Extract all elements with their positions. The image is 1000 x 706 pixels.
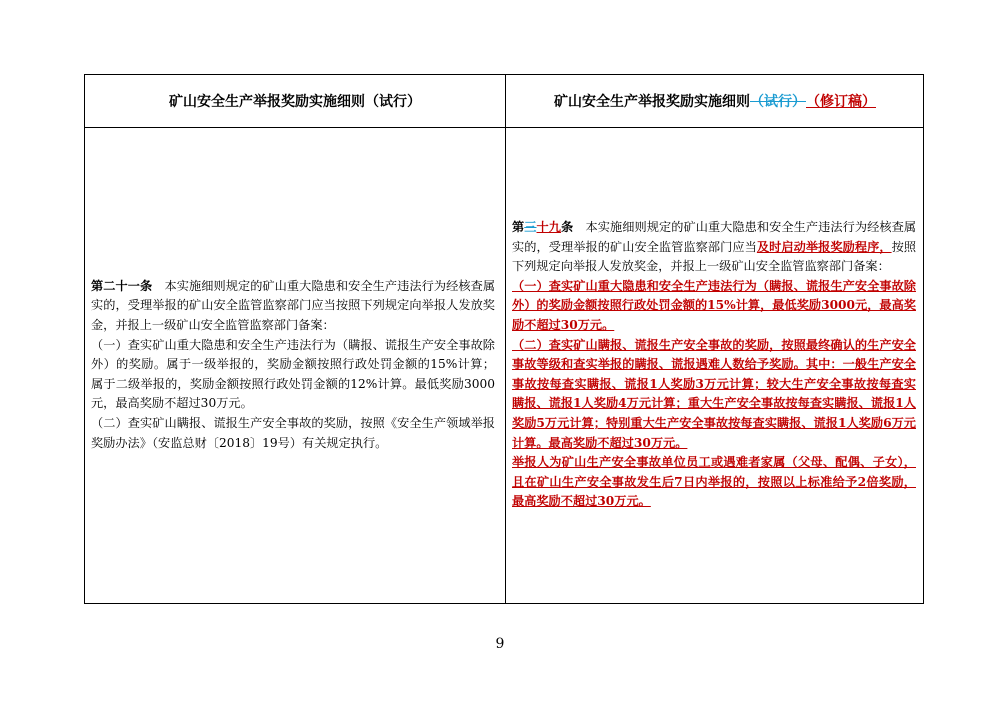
right-article-suffix: 条 (561, 220, 574, 235)
right-intro-part1: 本实施细则规定的矿山重大隐患和安全生产违法行为经核查属实的，受理举报的矿山安全监管监察部门应当 (512, 220, 917, 254)
left-column-body (85, 128, 505, 602)
right-column-header (506, 75, 924, 127)
left-article-intro: 本实施细则规定的矿山重大隐患和安全生产违法行为经核查属实的，受理举报的矿山安全监管监察部门应当按照下列规定向举报人发放奖金，并报上一级矿山安全监管监察部门备案： (91, 278, 496, 333)
right-item-3: 举报人为矿山生产安全事故单位员工或遇难者家属（父母、配偶、子女），且在矿山生产安全事故发生后7日内举报的，按照以上标准给予2倍奖励，最高奖励不超过30万元。 (512, 455, 916, 509)
left-article-paragraph (91, 277, 495, 336)
left-column-header (85, 75, 505, 127)
left-item-2: （二）查实矿山瞒报、谎报生产安全事故的奖励，按照《安全生产领域举报奖励办法》（安监总财〔2018〕19号）有关规定执行。 (91, 415, 495, 450)
left-item-1: （一）查实矿山重大隐患和安全生产违法行为（瞒报、谎报生产安全事故除外）的奖励。属于一级举报的，奖励金额按照行政处罚金额的15%计算；属于二级举报的，奖励金额按照行政处罚金额的12%计算。最低奖励3000元，最高奖励不超过30万元。 (91, 337, 495, 411)
right-article-prefix: 第 (512, 220, 525, 235)
right-intro-part2: 按照下列规定向举报人发放奖金，并报上一级矿山安全监管监察部门备案： (512, 239, 917, 274)
right-article-deleted: 三 (524, 220, 537, 235)
left-header-text: 矿山安全生产举报奖励实施细则（试行） (169, 94, 421, 110)
right-column-body (506, 128, 924, 602)
right-intro-inserted: 及时启动举报奖励程序， (756, 239, 892, 254)
left-article-label: 第二十一条 (91, 278, 153, 293)
right-article-inserted: 十九 (536, 220, 561, 235)
page-number: 9 (495, 636, 505, 652)
right-article-paragraph (512, 218, 916, 277)
right-header-deleted: （试行） (750, 94, 806, 110)
right-header-base: 矿山安全生产举报奖励实施细则 (554, 94, 750, 110)
right-header-inserted: （修订稿） (806, 94, 876, 110)
comparison-table (84, 74, 924, 604)
right-item-1: （一）查实矿山重大隐患和安全生产违法行为（瞒报、谎报生产安全事故除外）的奖励金额按照行政处罚金额的15%计算，最低奖励3000元，最高奖励不超过30万元。 (512, 278, 916, 333)
right-item-2: （二）查实矿山瞒报、谎报生产安全事故的奖励，按照最终确认的生产安全事故等级和查实举报的瞒报、谎报遇难人数给予奖励。其中：一般生产安全事故按每查实瞒报、谎报1人奖励3万元计算；较大生产安全事故按每查实瞒报、谎报1人奖励4万元计算；重大生产安全事故按每查实瞒报、谎报1人奖励5万元计算；特别重大生产安全事故按每查实瞒报、谎报1人奖励6万元计算。最高奖励不超过30万元。 (512, 337, 916, 450)
